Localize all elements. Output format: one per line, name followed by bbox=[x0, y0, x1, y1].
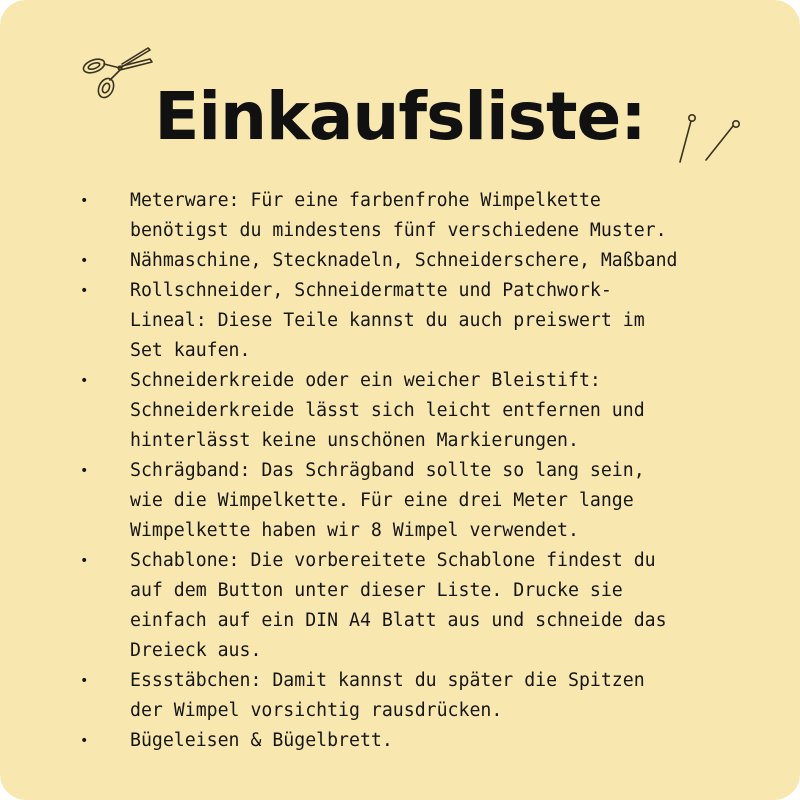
list-item-text-line: auf dem Button unter dieser Liste. Drucke sie bbox=[130, 580, 623, 601]
list-item bbox=[80, 666, 780, 726]
bullet-icon: • bbox=[80, 673, 89, 689]
list-item bbox=[80, 276, 780, 366]
bullet-icon: • bbox=[80, 553, 89, 569]
list-item-text-line: Rollschneider, Schneidermatte und Patchwork- bbox=[130, 280, 612, 301]
bullet-icon: • bbox=[80, 733, 89, 749]
list-item-text-line: Schrägband: Das Schrägband sollte so lang sein, bbox=[130, 460, 645, 481]
sewing-pins-icon bbox=[672, 112, 740, 166]
bullet-icon: • bbox=[80, 373, 89, 389]
page-title: Einkaufsliste: bbox=[154, 78, 646, 155]
list-item-text-line: Schneiderkreide lässt sich leicht entfernen und bbox=[130, 400, 645, 421]
list-item-text-line: Nähmaschine, Stecknadeln, Schneiderschere, Maßband bbox=[130, 250, 678, 271]
bullet-icon: • bbox=[80, 253, 89, 269]
list-item-text-line: hinterlässt keine unschönen Markierungen. bbox=[130, 430, 579, 451]
list-item bbox=[80, 726, 780, 756]
list-item-text-line: Bügeleisen & Bügelbrett. bbox=[130, 730, 393, 751]
list-item-text-line: Schablone: Die vorbereitete Schablone findest du bbox=[130, 550, 656, 571]
list-item-text-line: Dreieck aus. bbox=[130, 640, 262, 661]
list-item bbox=[80, 246, 780, 276]
list-item-text-line: wie die Wimpelkette. Für eine drei Meter lange bbox=[130, 490, 634, 511]
list-item-text-line: Wimpelkette haben wir 8 Wimpel verwendet. bbox=[130, 520, 579, 541]
list-item-text-line: Set kaufen. bbox=[130, 340, 251, 361]
list-item bbox=[80, 546, 780, 666]
shopping-list bbox=[80, 186, 780, 756]
list-item-text-line: Essstäbchen: Damit kannst du später die Spitzen bbox=[130, 670, 645, 691]
bullet-icon: • bbox=[80, 193, 89, 209]
list-item bbox=[80, 186, 780, 246]
list-item bbox=[80, 456, 780, 546]
list-item bbox=[80, 366, 780, 456]
list-item-text-line: der Wimpel vorsichtig rausdrücken. bbox=[130, 700, 503, 721]
list-item-text-line: Lineal: Diese Teile kannst du auch preiswert im bbox=[130, 310, 645, 331]
bullet-icon: • bbox=[80, 463, 89, 479]
bullet-icon: • bbox=[80, 283, 89, 299]
list-item-text-line: benötigst du mindestens fünf verschiedene Muster. bbox=[130, 220, 667, 241]
list-item-text-line: Meterware: Für eine farbenfrohe Wimpelkette bbox=[130, 190, 601, 211]
list-item-text-line: Schneiderkreide oder ein weicher Bleistift: bbox=[130, 370, 601, 391]
list-item-text-line: einfach auf ein DIN A4 Blatt aus und schneide das bbox=[130, 610, 667, 631]
